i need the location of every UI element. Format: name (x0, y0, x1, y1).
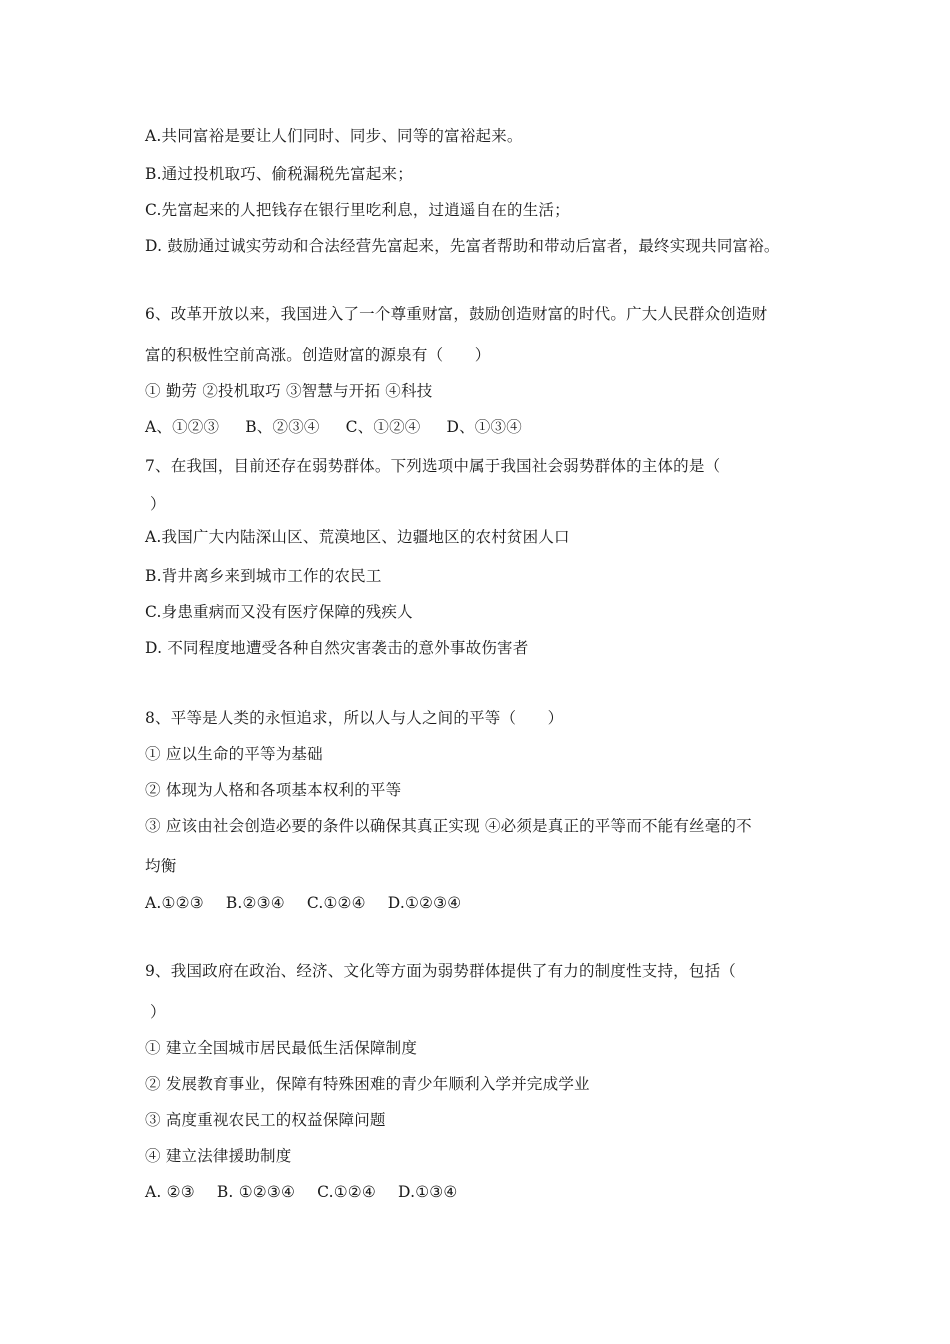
q5-option-d: D. 鼓励通过诚实劳动和合法经营先富起来，先富者帮助和带动后富者，最终实现共同富裕。 (145, 237, 780, 255)
q9-choice-b: B. ①②③④ (216, 1183, 296, 1201)
q8-choices (145, 893, 461, 913)
q6-choice-d: D、①③④ (446, 418, 522, 436)
q7-option-b: B.背井离乡来到城市工作的农民工 (145, 567, 382, 585)
q9-stem-line1: 9、我国政府在政治、经济、文化等方面为弱势群体提供了有力的制度性支持，包括（ (145, 962, 736, 980)
q5-option-c: C.先富起来的人把钱存在银行里吃利息，过逍遥自在的生活； (145, 201, 570, 219)
q9-choice-c: C.①②④ (317, 1183, 376, 1201)
q6-choice-c: C、①②④ (345, 418, 421, 436)
q9-item-3: ③ 高度重视农民工的权益保障问题 (145, 1111, 386, 1129)
q8-choice-d: D.①②③④ (387, 894, 462, 912)
q9-item-2: ② 发展教育事业，保障有特殊困难的青少年顺利入学并完成学业 (145, 1075, 590, 1093)
q9-item-4: ④ 建立法律援助制度 (145, 1147, 292, 1165)
q6-stem-line2: 富的积极性空前高涨。创造财富的源泉有（ ） (145, 346, 491, 364)
q6-choice-a: A、①②③ (145, 418, 220, 436)
q9-item-1: ① 建立全国城市居民最低生活保障制度 (145, 1039, 418, 1057)
q7-stem-line1: 7、在我国，目前还存在弱势群体。下列选项中属于我国社会弱势群体的主体的是（ (145, 457, 721, 475)
q6-choices (145, 417, 522, 437)
q6-stem-line1: 6、改革开放以来，我国进入了一个尊重财富，鼓励创造财富的时代。广大人民群众创造财 (145, 305, 768, 323)
q7-option-a: A.我国广大内陆深山区、荒漠地区、边疆地区的农村贫困人口 (145, 528, 570, 546)
q9-stem-line2: ） (150, 1003, 166, 1021)
q7-option-d: D. 不同程度地遭受各种自然灾害袭击的意外事故伤害者 (145, 639, 529, 657)
q8-item-3: ③ 应该由社会创造必要的条件以确保其真正实现 ④必须是真正的平等而不能有丝毫的不 (145, 817, 752, 835)
q8-stem: 8、平等是人类的永恒追求，所以人与人之间的平等（ ） (145, 709, 564, 727)
q6-items: ① 勤劳 ②投机取巧 ③智慧与开拓 ④科技 (145, 382, 433, 400)
q8-choice-a: A.①②③ (145, 894, 204, 912)
q7-option-c: C.身患重病而又没有医疗保障的残疾人 (145, 603, 413, 621)
q8-item-2: ② 体现为人格和各项基本权利的平等 (145, 781, 402, 799)
q7-stem-line2: ） (150, 495, 166, 513)
q9-choice-d: D.①③④ (398, 1183, 458, 1201)
q8-item-1: ① 应以生命的平等为基础 (145, 745, 323, 763)
q9-choices (145, 1182, 458, 1202)
q8-choice-b: B.②③④ (225, 894, 285, 912)
q5-option-b: B.通过投机取巧、偷税漏税先富起来； (145, 165, 413, 183)
q9-choice-a: A. ②③ (145, 1183, 195, 1201)
q5-option-a: A.共同富裕是要让人们同时、同步、同等的富裕起来。 (145, 127, 523, 145)
q8-item-3-cont: 均衡 (145, 857, 177, 875)
q8-choice-c: C.①②④ (306, 894, 366, 912)
q6-choice-b: B、②③④ (245, 418, 320, 436)
